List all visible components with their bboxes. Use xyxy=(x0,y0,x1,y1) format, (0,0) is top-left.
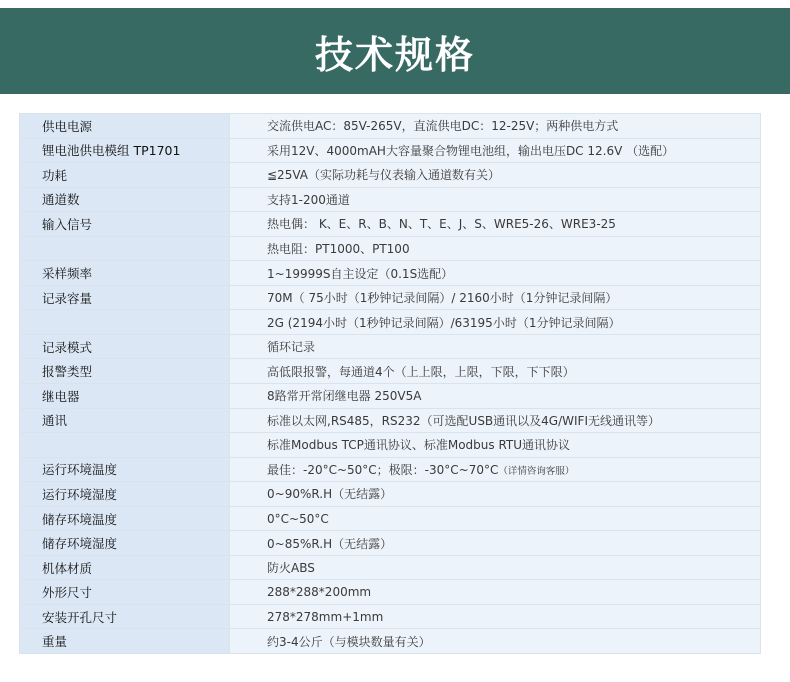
spec-label: 采样频率 xyxy=(20,261,230,286)
spec-value: 约3-4公斤（与模块数量有关） xyxy=(230,629,761,654)
table-row xyxy=(20,555,761,580)
table-row xyxy=(20,433,761,458)
table-row xyxy=(20,580,761,605)
spec-label: 机体材质 xyxy=(20,555,230,580)
spec-value: 高低限报警，每通道4个（上上限，上限，下限，下下限） xyxy=(230,359,761,384)
spec-value: 0°C~50°C xyxy=(230,506,761,531)
table-row xyxy=(20,236,761,261)
spec-label-empty xyxy=(20,310,230,335)
spec-value: 2G (2194小时（1秒钟记录间隔）/63195小时（1分钟记录间隔） xyxy=(230,310,761,335)
table-row xyxy=(20,457,761,482)
spec-value: 0~85%R.H（无结露） xyxy=(230,531,761,556)
spec-label: 功耗 xyxy=(20,163,230,188)
table-row xyxy=(20,212,761,237)
spec-table xyxy=(19,113,761,654)
page-title: 技术规格 xyxy=(314,32,475,77)
table-row xyxy=(20,604,761,629)
spec-label: 记录容量 xyxy=(20,285,230,310)
spec-label: 输入信号 xyxy=(20,212,230,237)
spec-label: 通道数 xyxy=(20,187,230,212)
spec-value: 防火ABS xyxy=(230,555,761,580)
spec-label: 记录模式 xyxy=(20,334,230,359)
spec-value: 8路常开常闭继电器 250V5A xyxy=(230,384,761,409)
table-row xyxy=(20,261,761,286)
spec-label: 通讯 xyxy=(20,408,230,433)
spec-label: 运行环境湿度 xyxy=(20,482,230,507)
spec-value: 热电阻：PT1000、PT100 xyxy=(230,236,761,261)
spec-value: 交流供电AC：85V-265V，直流供电DC：12-25V；两种供电方式 xyxy=(230,114,761,139)
spec-value: 热电偶： K、E、R、B、N、T、E、J、S、WRE5-26、WRE3-25 xyxy=(230,212,761,237)
table-row xyxy=(20,531,761,556)
title-banner xyxy=(0,8,790,94)
spec-label-empty xyxy=(20,433,230,458)
spec-label-empty xyxy=(20,236,230,261)
table-row xyxy=(20,187,761,212)
table-row xyxy=(20,310,761,335)
spec-label: 运行环境温度 xyxy=(20,457,230,482)
spec-value: ≦25VA（实际功耗与仪表输入通道数有关） xyxy=(230,163,761,188)
spec-label: 安装开孔尺寸 xyxy=(20,604,230,629)
spec-label: 继电器 xyxy=(20,384,230,409)
spec-value: 标准Modbus TCP通讯协议、标准Modbus RTU通讯协议 xyxy=(230,433,761,458)
spec-label: 储存环境温度 xyxy=(20,506,230,531)
spec-label: 锂电池供电模组 TP1701 xyxy=(20,138,230,163)
spec-value: 最佳：-20°C~50°C；极限：-30°C~70°C xyxy=(267,462,499,477)
table-row xyxy=(20,114,761,139)
spec-label: 外形尺寸 xyxy=(20,580,230,605)
spec-value: 288*288*200mm xyxy=(230,580,761,605)
spec-label: 重量 xyxy=(20,629,230,654)
spec-label: 报警类型 xyxy=(20,359,230,384)
spec-value: 标准以太网,RS485，RS232（可选配USB通讯以及4G/WIFI无线通讯等） xyxy=(230,408,761,433)
spec-value: 278*278mm+1mm xyxy=(230,604,761,629)
table-row xyxy=(20,359,761,384)
table-row xyxy=(20,629,761,654)
table-row xyxy=(20,163,761,188)
table-row xyxy=(20,384,761,409)
spec-label: 储存环境湿度 xyxy=(20,531,230,556)
spec-value: 0~90%R.H（无结露） xyxy=(230,482,761,507)
table-row xyxy=(20,285,761,310)
table-row xyxy=(20,408,761,433)
spec-value: 循环记录 xyxy=(230,334,761,359)
table-row xyxy=(20,482,761,507)
spec-value: 采用12V、4000mAH大容量聚合物锂电池组，输出电压DC 12.6V （选配） xyxy=(230,138,761,163)
spec-value-cell xyxy=(230,457,761,482)
spec-value: 70M（ 75小时（1秒钟记录间隔）/ 2160小时（1分钟记录间隔） xyxy=(230,285,761,310)
table-row xyxy=(20,334,761,359)
table-row xyxy=(20,506,761,531)
spec-value: 1~19999S自主设定（0.1S选配） xyxy=(230,261,761,286)
table-row xyxy=(20,138,761,163)
spec-value: 支持1-200通道 xyxy=(230,187,761,212)
spec-label: 供电电源 xyxy=(20,114,230,139)
spec-note: （详情咨询客服） xyxy=(498,465,575,477)
